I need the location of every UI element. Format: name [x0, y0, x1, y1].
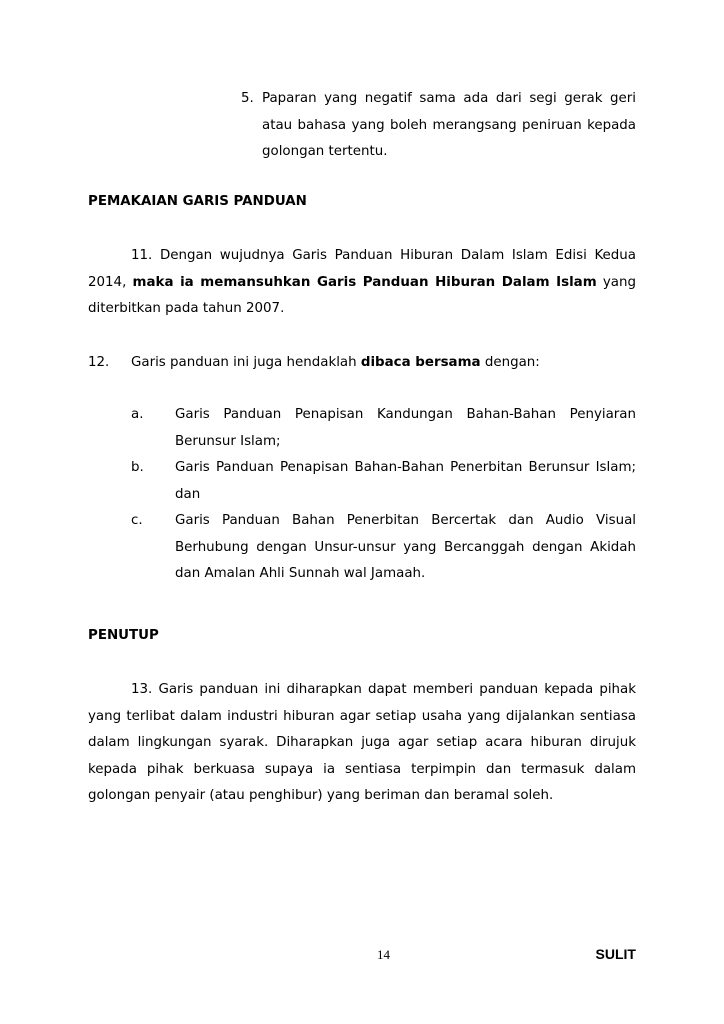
paragraph-12-text-before: Garis panduan ini juga hendaklah [131, 355, 357, 370]
sub-item-b-label: b. [131, 460, 144, 475]
sub-item-b-text: Garis Panduan Penapisan Bahan-Bahan Penerbitan Berunsur Islam; dan [175, 460, 636, 502]
paragraph-11-text-before: 11. Dengan wujudnya Garis Panduan Hiburan Dalam Islam Edisi Kedua 2014, [88, 248, 636, 290]
list-item-number-5: 5. [241, 91, 254, 106]
list-item-5-text: Paparan yang negatif sama ada dari segi gerak geri atau bahasa yang boleh merangsang peniruan kepada golongan tertentu. [262, 91, 636, 159]
paragraph-11-text-after: yang diterbitkan pada tahun 2007. [88, 274, 636, 316]
paragraph-11 [88, 243, 636, 323]
sub-item-c-text: Garis Panduan Bahan Penerbitan Bercertak dan Audio Visual Berhubung dengan Unsur-unsur yang Bercanggah dengan Akidah dan Amalan Ahli Sunnah wal Jamaah. [175, 513, 636, 581]
paragraph-13: 13. Garis panduan ini diharapkan dapat memberi panduan kepada pihak yang terlibat dalam industri hiburan agar setiap usaha yang dijalankan sentiasa dalam lingkungan syarak. Diharapkan juga agar setiap acara hiburan dirujuk kepada pihak berkuasa supaya ia sentiasa terpimpin dan termasuk dalam golongan penyair (atau penghibur) yang beriman dan beramal soleh. [88, 682, 636, 803]
paragraph-12 [88, 350, 636, 377]
heading-pemakaian-garis-panduan: PEMAKAIAN GARIS PANDUAN [88, 194, 307, 209]
heading-penutup: PENUTUP [88, 628, 159, 643]
sub-item-a-text: Garis Panduan Penapisan Kandungan Bahan-Bahan Penyiaran Berunsur Islam; [175, 407, 636, 449]
paragraph-12-bold: dibaca bersama [360, 355, 481, 370]
paragraph-12-text-after: dengan: [484, 355, 540, 370]
sub-item-c-label: c. [131, 513, 143, 528]
paragraph-11-bold: maka ia memansuhkan Garis Panduan Hiburan Dalam Islam [132, 274, 597, 290]
paragraph-12-number: 12. [88, 355, 110, 370]
sub-item-a-label: a. [131, 407, 144, 422]
classification-label: SULIT [595, 946, 636, 962]
page-number: 14 [377, 947, 390, 962]
